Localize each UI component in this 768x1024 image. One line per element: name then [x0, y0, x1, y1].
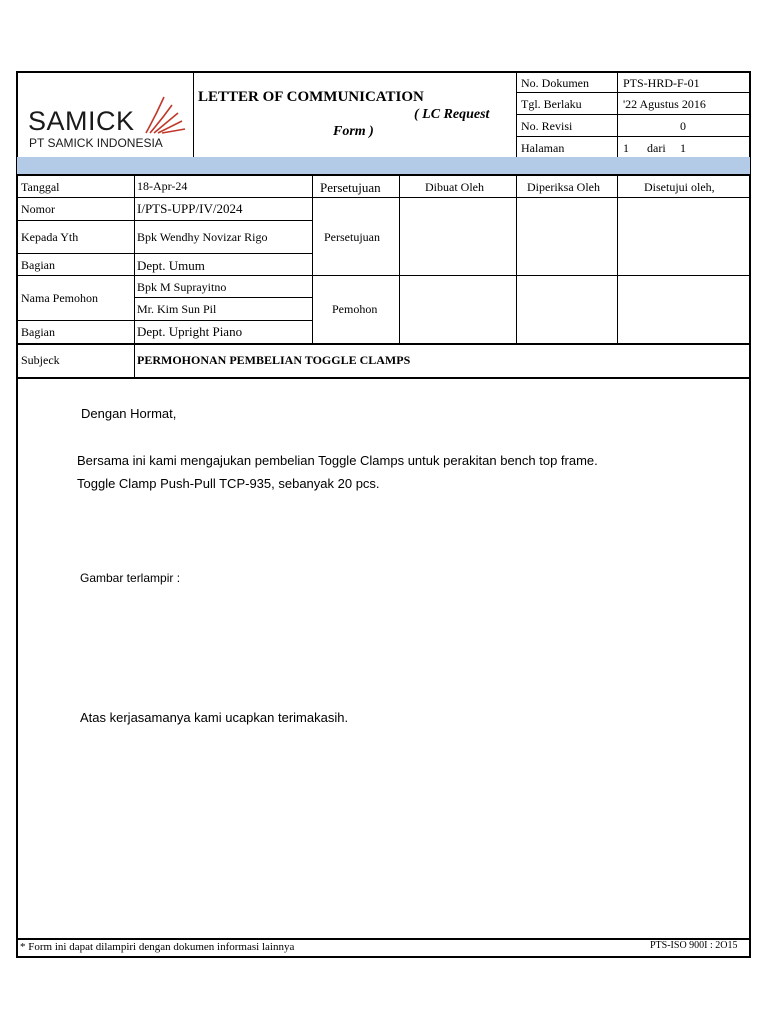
- tanggal-label: Tanggal: [21, 180, 60, 194]
- document-subtitle-line1: ( LC Request: [414, 107, 490, 122]
- halaman-total: 1: [680, 141, 686, 155]
- attachment-note: Gambar terlampir :: [80, 571, 181, 585]
- no-dokumen-value: PTS-HRD-F-01: [623, 76, 700, 90]
- disetujui-oleh-header: Disetujui oleh,: [644, 180, 715, 194]
- diperiksa-oleh-header: Diperiksa Oleh: [527, 180, 600, 194]
- no-revisi-value: 0: [680, 119, 686, 133]
- pemohon-row-label: Pemohon: [332, 302, 378, 316]
- document-title: LETTER OF COMMUNICATION: [198, 89, 424, 105]
- greeting: Dengan Hormat,: [81, 406, 177, 421]
- body-para-line1: Bersama ini kami mengajukan pembelian Toggle Clamps untuk perakitan bench top frame.: [77, 453, 598, 468]
- logo-subtitle: PT SAMICK INDONESIA: [29, 136, 163, 150]
- tanggal-value: 18-Apr-24: [137, 179, 188, 193]
- kepada-label: Kepada Yth: [21, 230, 79, 244]
- header-band: [17, 157, 750, 174]
- no-revisi-label: No. Revisi: [521, 119, 573, 133]
- body-para-line2: Toggle Clamp Push-Pull TCP-935, sebanyak 20 pcs.: [77, 476, 380, 491]
- pemohon-value-2: Mr. Kim Sun Pil: [137, 302, 217, 316]
- halaman-label: Halaman: [521, 141, 565, 155]
- persetujuan-header: Persetujuan: [320, 180, 381, 195]
- pemohon-label: Nama Pemohon: [21, 291, 98, 305]
- document-subtitle-line2: Form ): [333, 124, 374, 139]
- bagian2-label: Bagian: [21, 325, 55, 339]
- no-dokumen-label: No. Dokumen: [521, 76, 589, 90]
- tgl-berlaku-label: Tgl. Berlaku: [521, 97, 582, 111]
- halaman-page: 1: [623, 141, 629, 155]
- bagian1-label: Bagian: [21, 258, 55, 272]
- subjeck-label: Subjeck: [21, 353, 60, 367]
- closing: Atas kerjasamanya kami ucapkan terimakasih.: [80, 710, 349, 725]
- footer-iso: PTS-ISO 900I : 2O15: [650, 940, 738, 951]
- persetujuan-row-label: Persetujuan: [324, 230, 380, 244]
- halaman-dari: dari: [647, 141, 666, 155]
- dibuat-oleh-header: Dibuat Oleh: [425, 180, 484, 194]
- logo-wordmark: SAMICK: [28, 106, 135, 136]
- nomor-value: I/PTS-UPP/IV/2024: [137, 201, 243, 216]
- pemohon-value-1: Bpk M Suprayitno: [137, 280, 227, 294]
- tgl-berlaku-value: '22 Agustus 2016: [623, 97, 706, 111]
- samick-swoosh-icon: [142, 95, 186, 135]
- subjeck-value: PERMOHONAN PEMBELIAN TOGGLE CLAMPS: [137, 353, 411, 367]
- kepada-value: Bpk Wendhy Novizar Rigo: [137, 230, 268, 244]
- bagian1-value: Dept. Umum: [137, 258, 205, 273]
- nomor-label: Nomor: [21, 202, 55, 216]
- bagian2-value: Dept. Upright Piano: [137, 324, 243, 339]
- footer-note: * Form ini dapat dilampiri dengan dokumen informasi lainnya: [20, 941, 295, 953]
